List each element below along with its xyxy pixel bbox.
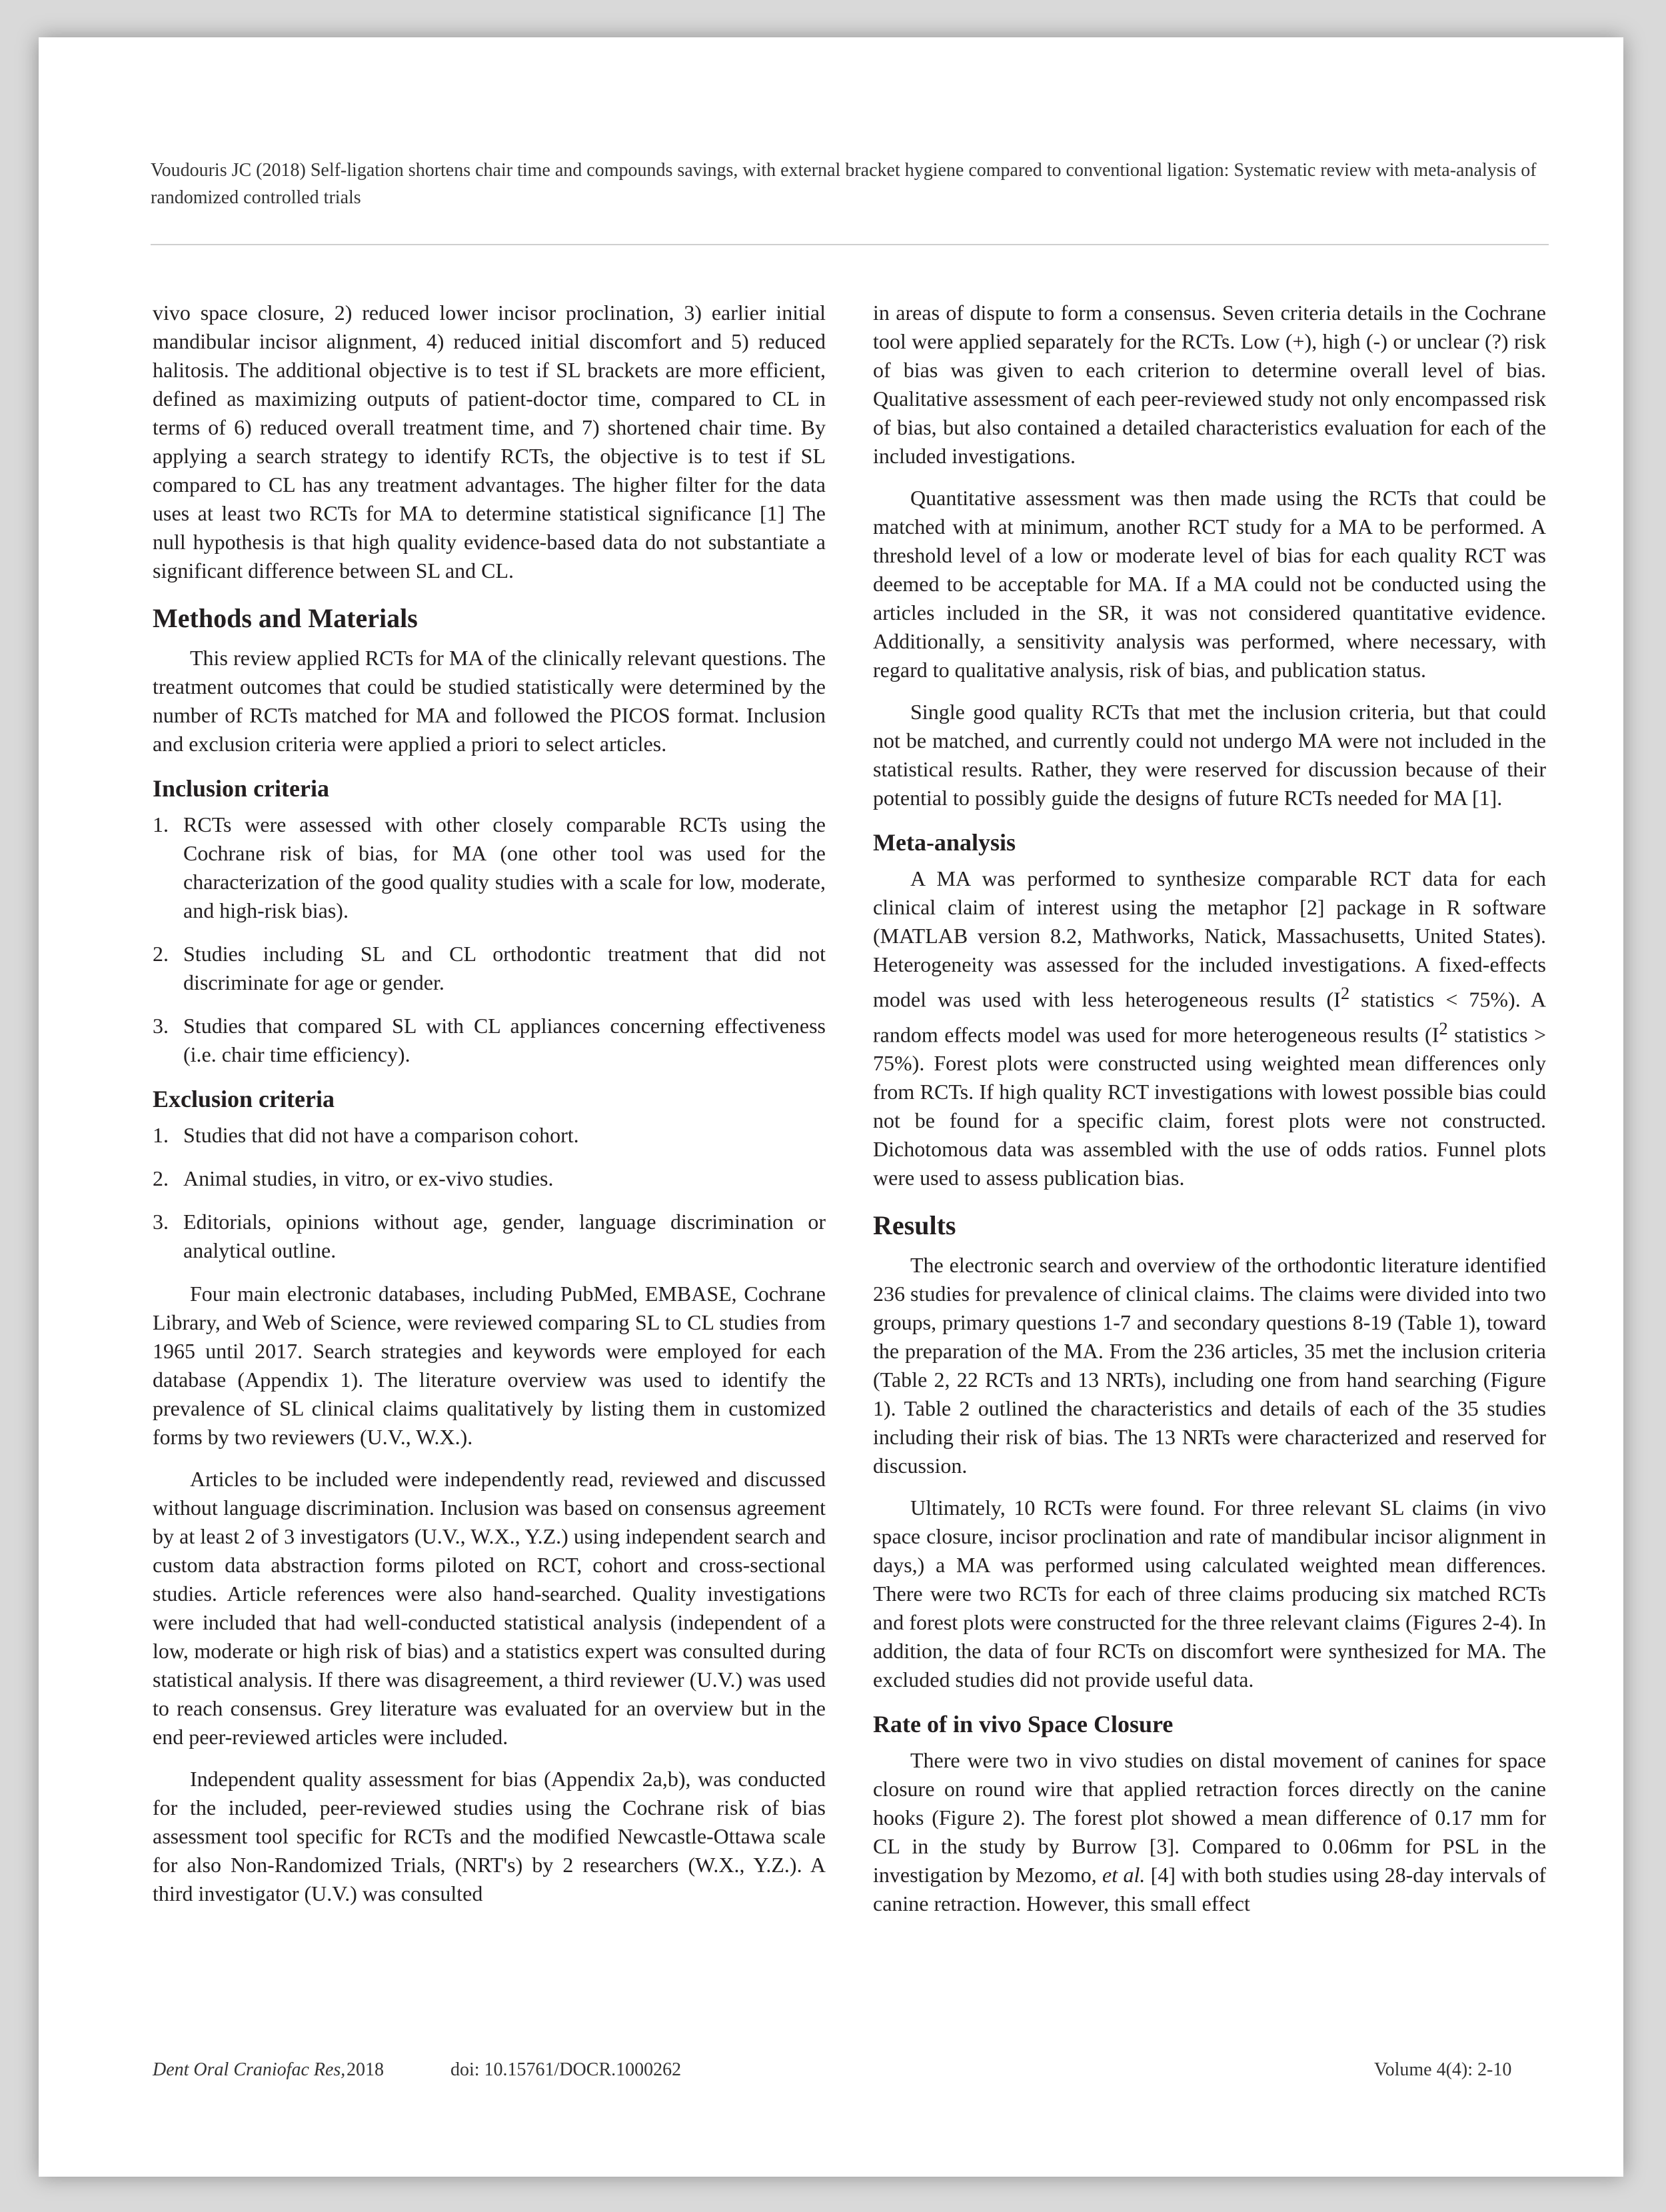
methods-heading: Methods and Materials [153, 603, 418, 633]
list-item [153, 1164, 826, 1193]
list-item-text: Editorials, opinions without age, gender, language discrimination or analytical outline. [183, 1210, 826, 1262]
space-closure-heading: Rate of in vivo Space Closure [873, 1711, 1174, 1738]
list-item-text: Animal studies, in vitro, or ex-vivo studies. [183, 1166, 554, 1190]
results-heading: Results [873, 1210, 956, 1241]
meta-analysis-paragraph [873, 864, 1546, 1192]
list-item [153, 1012, 826, 1069]
inclusion-list [153, 810, 826, 1069]
list-item-text: Studies that compared SL with CL appliances concerning effectiveness (i.e. chair time efficiency). [183, 1014, 826, 1066]
footer-doi: doi: 10.15761/DOCR.1000262 [450, 2059, 682, 2080]
left-column [153, 299, 826, 1908]
list-item [153, 1121, 826, 1150]
list-number: 1. [153, 812, 169, 836]
intro-paragraph: vivo space closure, 2) reduced lower incisor proclination, 3) earlier initial mandibular incisor alignment, 4) reduced initial discomfort and 5) reduced halitosis. The additional objective is to test if SL brackets are more efficient, defined as maximizing outputs of patient-doctor time, compared to CL in terms of 6) reduced overall treatment time, and 7) shortened chair time. By applying a search strategy to identify RCTs, the objective is to test if SL compared to CL has any treatment advantages. The higher filter for the data uses at least two RCTs for MA to determine statistical significance [1] The null hypothesis is that high quality evidence-based data do not substantiate a significant difference between SL and CL. [153, 301, 826, 582]
footer-journal: Dent Oral Craniofac Res, [153, 2059, 346, 2080]
list-item [153, 940, 826, 997]
list-number: 3. [153, 1210, 169, 1234]
single-rct-paragraph: Single good quality RCTs that met the inclusion criteria, but that could not be matched, and currently could not undergo MA were not included in the statistical results. Rather, they were reserved for discussion because of their potential to possibly guide the designs of future RCTs needed for MA [1]. [873, 700, 1546, 810]
list-item-text: Studies that did not have a comparison cohort. [183, 1123, 579, 1147]
space-closure-paragraph [873, 1746, 1546, 1918]
list-number: 3. [153, 1014, 169, 1038]
header-rule [151, 244, 1549, 245]
list-item-text: RCTs were assessed with other closely comparable RCTs using the Cochrane risk of bias, for MA (one other tool was used for the characterization of the good quality studies with a scale for low, moderate, and high-risk bias). [183, 812, 826, 922]
inclusion-heading: Inclusion criteria [153, 775, 329, 802]
meta-analysis-heading: Meta-analysis [873, 829, 1016, 856]
exclusion-heading: Exclusion criteria [153, 1086, 335, 1112]
results-paragraph: The electronic search and overview of the orthodontic literature identified 236 studies for prevalence of clinical claims. The claims were divided into two groups, primary questions 1-7 and secondary questions 8-19 (Table 1), toward the preparation of the MA. From the 236 articles, 35 met the inclusion criteria (Table 2, 22 RCTs and 13 NRTs), including one from hand searching (Figure 1). Table 2 outlined the characteristics and details of each of the 35 studies including their risk of bias. The 13 NRTs were characterized and reserved for discussion. [873, 1253, 1546, 1478]
italic-run: et al. [1102, 1863, 1146, 1887]
running-head: Voudouris JC (2018) Self-ligation shortens chair time and compounds savings, with external bracket hygiene compared to conventional ligation: Systematic review with meta-analysis of randomized controlled trials [151, 160, 1537, 208]
list-number: 1. [153, 1123, 169, 1147]
methods-paragraph: This review applied RCTs for MA of the clinically relevant questions. The treatment outcomes that could be studied statistically were determined by the number of RCTs matched for MA and followed the PICOS format. Inclusion and exclusion criteria were applied a priori to select articles. [153, 646, 826, 756]
text-run: A MA was performed to synthesize comparable RCT data for each clinical claim of interest using the metaphor [2] package in R software (MATLAB version 8.2, Mathworks, Natick, Massachusetts, United States). Heterogeneity was assessed for the included investigations. A fixed-effects model was used with less heterogeneous results (I [873, 866, 1546, 1012]
footer-year: 2018 [347, 2059, 384, 2080]
list-item [153, 810, 826, 925]
databases-paragraph: Four main electronic databases, including PubMed, EMBASE, Cochrane Library, and Web of Science, were reviewed comparing SL to CL studies from 1965 until 2017. Search strategies and keywords were employed for each database (Appendix 1). The literature overview was used to identify the prevalence of SL clinical claims qualitatively by listing them in customized forms by two reviewers (U.V., W.X.). [153, 1282, 826, 1449]
list-number: 2. [153, 1166, 169, 1190]
quantitative-paragraph: Quantitative assessment was then made using the RCTs that could be matched with at minimum, another RCT study for a MA to be performed. A threshold level of a low or moderate level of bias for each quality RCT was deemed to be acceptable for MA. If a MA could not be conducted using the articles included in the SR, it was not considered quantitative evidence. Additionally, a sensitivity analysis was performed, where necessary, with regard to qualitative analysis, risk of bias, and publication status. [873, 486, 1546, 682]
text-run: statistics > 75%). Forest plots were constructed using weighted mean differences only from RCTs. If high quality RCT investigations with lowest possible bias could not be found for a specific claim, forest plots were not constructed. Dichotomous data was assembled with the use of odds ratios. Funnel plots were used to assess publication bias. [873, 1022, 1547, 1190]
right-column [873, 299, 1546, 1918]
list-number: 2. [153, 942, 169, 966]
independent-assessment-paragraph: Independent quality assessment for bias (Appendix 2a,b), was conducted for the included, peer-reviewed studies using the Cochrane risk of bias assessment tool specific for RCTs and the modified Newcastle-Ottawa scale for also Non-Randomized Trials, (NRT's) by 2 researchers (W.X., Y.Z.). A third investigator (U.V.) was consulted [153, 1767, 826, 1905]
text-run: There were two in vivo studies on distal movement of canines for space closure on round wire that applied retraction forces directly on the canine hooks (Figure 2). The forest plot showed a mean difference of 0.17 mm for CL in the study by Burrow [3]. Compared to 0.06mm for PSL in the investigation by Mezomo, [873, 1748, 1546, 1887]
articles-paragraph: Articles to be included were independently read, reviewed and discussed without language discrimination. Inclusion was based on consensus agreement by at least 2 of 3 investigators (U.V., W.X., Y.Z.) using independent search and custom data abstraction forms piloted on RCT, cohort and cross-sectional studies. Article references were also hand-searched. Quality investigations were included that had well-conducted statistical analysis (independent of a low, moderate or high risk of bias) and a statistics expert was consulted during statistical analysis. If there was disagreement, a third reviewer (U.V.) was used to reach consensus. Grey literature was evaluated for an overview but in the end peer-reviewed articles were included. [153, 1467, 826, 1749]
list-item [153, 1208, 826, 1265]
text-run: [4] with both studies using 28-day intervals of canine retraction. However, this small effect [873, 1863, 1547, 1916]
list-item-text: Studies including SL and CL orthodontic treatment that did not discriminate for age or gender. [183, 942, 826, 994]
footer-volume: Volume 4(4): 2-10 [1374, 2059, 1512, 2080]
ultimately-paragraph: Ultimately, 10 RCTs were found. For three relevant SL claims (in vivo space closure, incisor proclination and rate of mandibular incisor alignment in days,) a MA was performed using calculated weighted mean differences. There were two RCTs for each of three claims producing six matched RCTs and forest plots were constructed for the three relevant claims (Figures 2-4). In addition, the data of four RCTs on discomfort were synthesized for MA. The excluded studies did not provide useful data. [873, 1496, 1546, 1692]
exclusion-list [153, 1121, 826, 1265]
superscript: 2 [1340, 983, 1350, 1003]
continuation-paragraph: in areas of dispute to form a consensus. Seven criteria details in the Cochrane tool were applied separately for the RCTs. Low (+), high (-) or unclear (?) risk of bias was given to each criterion to determine overall level of bias. Qualitative assessment of each peer-reviewed study not only encompassed risk of bias, but also contained a detailed characteristics evaluation for each of the included investigations. [873, 301, 1546, 468]
superscript: 2 [1439, 1018, 1448, 1038]
text-run: statistics < 75%). A random effects model was used for more heterogeneous results (I [873, 987, 1547, 1047]
